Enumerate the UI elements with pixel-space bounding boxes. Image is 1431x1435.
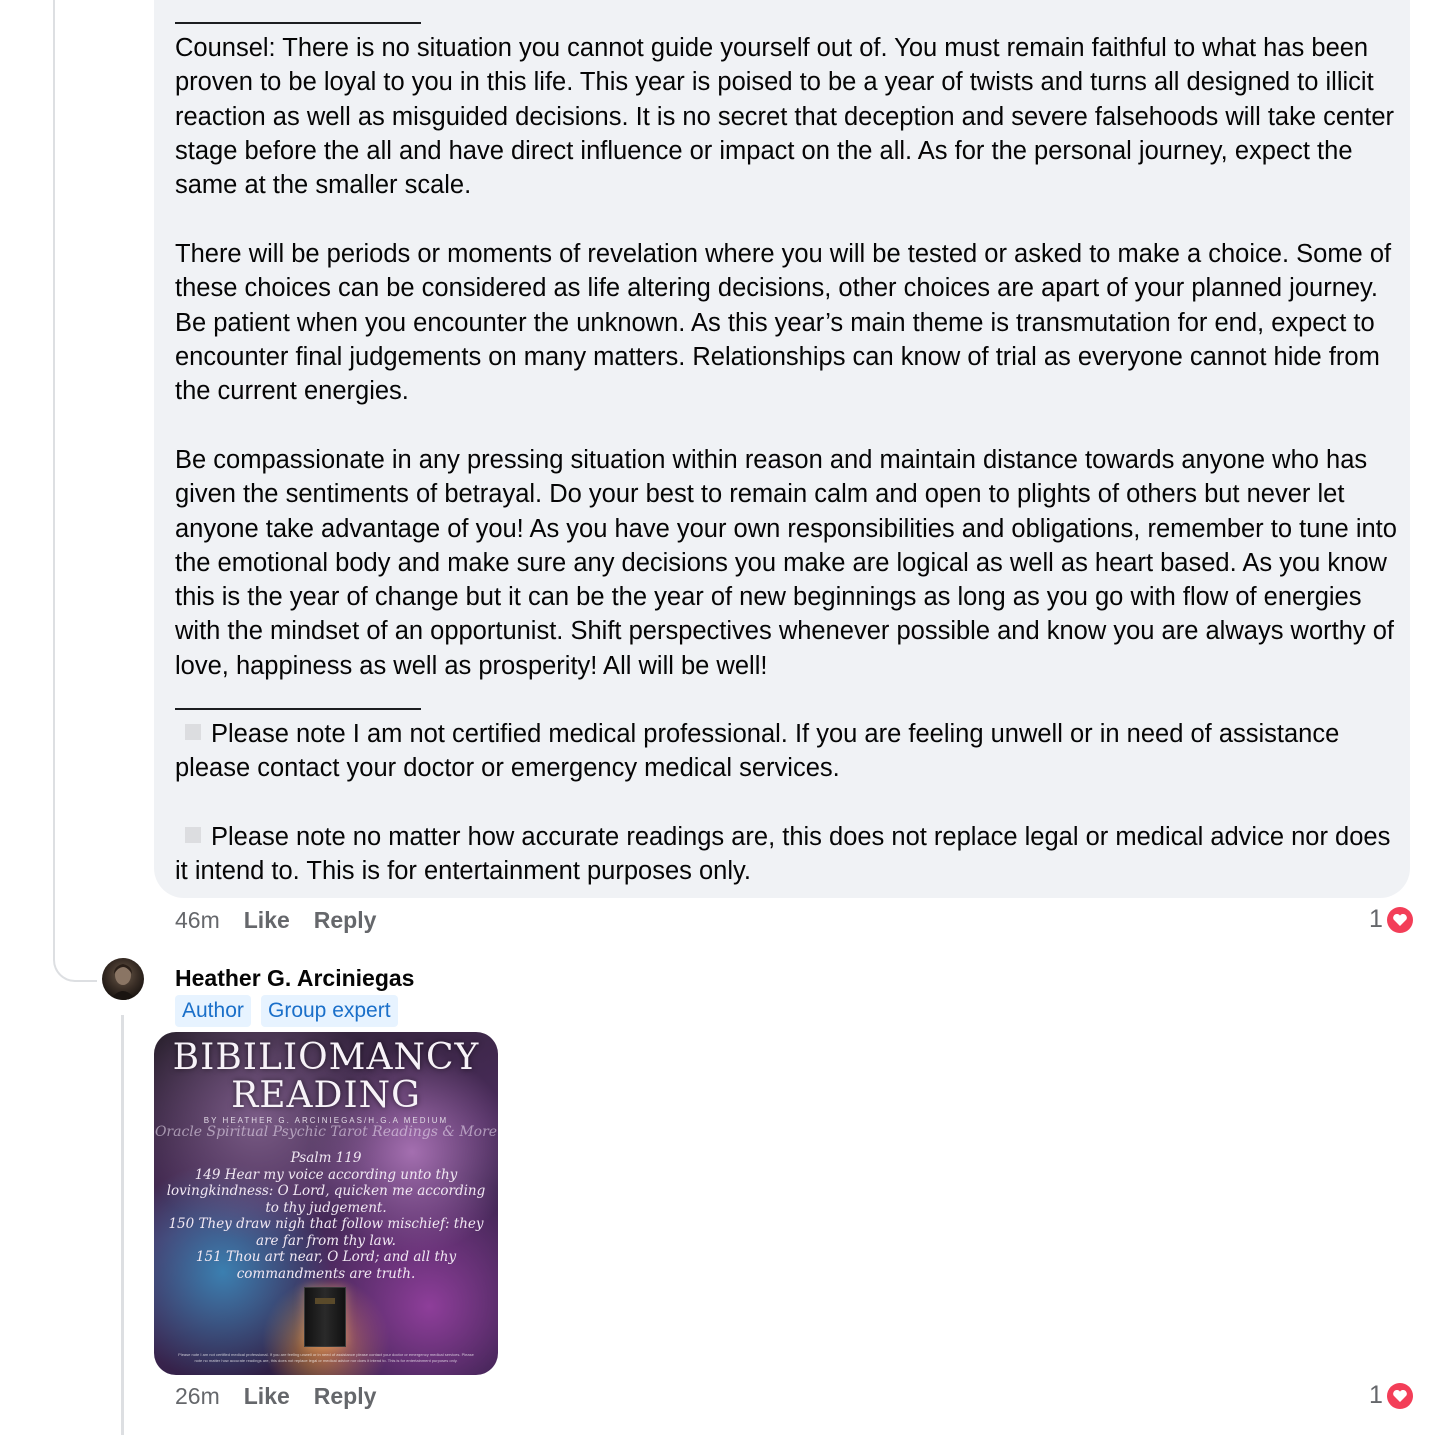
like-button[interactable]: Like xyxy=(243,1383,290,1409)
comment-author[interactable]: Heather G. Arciniegas xyxy=(175,965,415,991)
image-attachment[interactable] xyxy=(154,1032,498,1375)
disclaimer-note xyxy=(175,820,1400,889)
thread-connector-reply xyxy=(121,1015,124,1435)
reaction-count: 1 xyxy=(1369,1381,1383,1409)
divider-line xyxy=(175,22,421,24)
avatar[interactable] xyxy=(102,958,144,1000)
attachment-title: BIBILIOMANCY xyxy=(172,1037,480,1078)
comment-actions xyxy=(175,907,376,934)
square-icon xyxy=(185,724,201,740)
attachment-fine-print: Please note I am not certified medical professional. If you are feeling unwell or in need of assistance please contact your doctor or emergency medical services. Please note no matter how accurate readings are, this does not replace legal or medical advice nor does it intend to. This is for entertainment purposes only. xyxy=(178,1352,474,1363)
square-icon xyxy=(185,827,201,843)
bible-image xyxy=(304,1287,346,1347)
comment-paragraph: Counsel: There is no situation you cannot guide yourself out of. You must remain faithful to what has been proven to be loyal to you in this life. This year is poised to be a year of twists and turns all designed to illicit reaction as well as misguided decisions. It is no secret that deception and severe falsehoods will take center stage before the all and have direct influence or impact on the all. As for the personal journey, expect the same at the smaller scale. xyxy=(175,34,1394,200)
comment-paragraph: There will be periods or moments of revelation where you will be tested or asked to make a choice. Some of these choices can be considered as life altering decisions, other choices are apart of your planned journey. Be patient when you encounter the unknown. As this year’s main theme is transmutation for end, expect to encounter final judgements on many matters. Relationships can know of trial as everyone cannot hide from the current energies. xyxy=(175,240,1392,406)
reaction-summary[interactable] xyxy=(1369,1381,1413,1410)
author-badge: Author xyxy=(175,995,251,1027)
comment-timestamp[interactable]: 26m xyxy=(175,1383,220,1409)
disclaimer-note xyxy=(175,717,1400,786)
like-button[interactable]: Like xyxy=(243,907,290,933)
reaction-count: 1 xyxy=(1369,905,1383,933)
disclaimer-text: Please note I am not certified medical professional. If you are feeling unwell or in need of assistance please contact your doctor or emergency medical services. xyxy=(175,720,1340,783)
divider-line xyxy=(175,708,421,710)
reply-button[interactable]: Reply xyxy=(313,907,377,933)
group-expert-badge: Group expert xyxy=(261,995,398,1027)
attachment-verse: Psalm 119 149 Hear my voice according unto thy lovingkindness: O Lord, quicken me according to thy judgement. 150 They draw nigh that follow mischief: they are far from thy law. 151 Thou art near, O Lord; and all thy commandments are truth. xyxy=(166,1150,486,1282)
heart-icon xyxy=(1387,1383,1413,1409)
reaction-summary[interactable] xyxy=(1369,905,1413,934)
heart-icon xyxy=(1387,907,1413,933)
disclaimer-text: Please note no matter how accurate readings are, this does not replace legal or medical advice nor does it intend to. This is for entertainment purposes only. xyxy=(175,823,1391,886)
thread-connector xyxy=(53,0,97,982)
comment-actions xyxy=(175,1383,376,1410)
comment-paragraph: Be compassionate in any pressing situation within reason and maintain distance towards anyone who has given the sentiments of betrayal. Do your best to remain calm and open to plights of others but never let anyone take advantage of you! As you have your own responsibilities and obligations, remember to tune into the emotional body and make sure any decisions you make are logical as well as heart based. As you know this is the year of change but it can be the year of new beginnings as long as you go with flow of energies with the mindset of an opportunist. Shift perspectives whenever possible and know you are always worthy of love, happiness as well as prosperity! All will be well! xyxy=(175,446,1397,680)
attachment-subtitle: Oracle Spiritual Psychic Tarot Readings & More xyxy=(154,1124,498,1140)
attachment-byline: BY HEATHER G. ARCINIEGAS/H.G.A MEDIUM xyxy=(203,1116,449,1125)
attachment-title: READING xyxy=(231,1075,421,1116)
reply-button[interactable]: Reply xyxy=(313,1383,377,1409)
comment-timestamp[interactable]: 46m xyxy=(175,907,220,933)
